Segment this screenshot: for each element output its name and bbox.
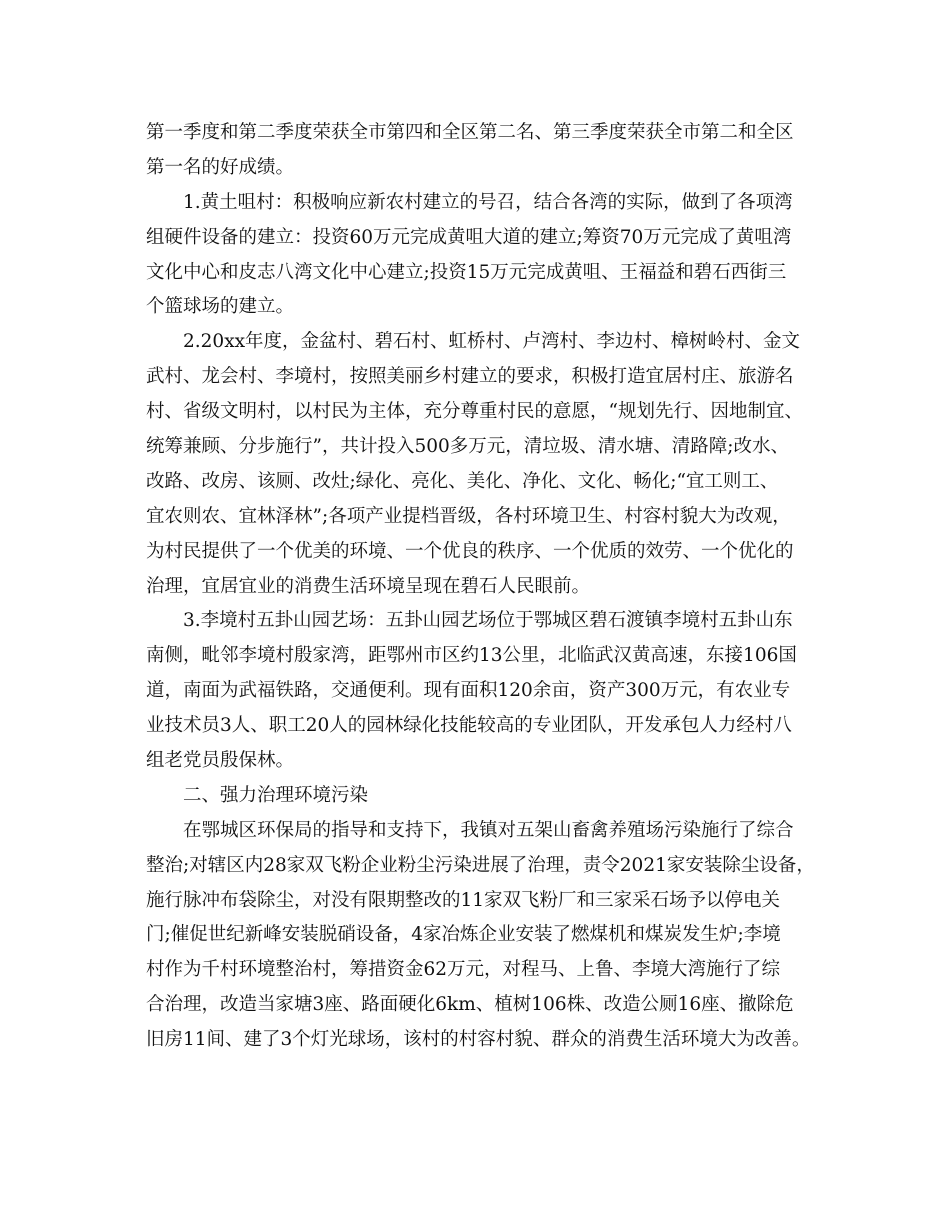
text-line: 合治理，改造当家塘3座、路面硬化6km、植树106株、改造公厕16座、撤除危 <box>146 994 794 1016</box>
text-line: 施行脉冲布袋除尘，对没有限期整改的11家双飞粉厂和三家采石场予以停电关 <box>146 889 781 911</box>
text-line: 武村、龙会村、李境村，按照美丽乡村建立的要求，积极打造宜居村庄、旅游名 <box>146 366 794 388</box>
text-line: 2.20xx年度，金盆村、碧石村、虹桥村、卢湾村、李边村、樟树岭村、金文 <box>183 331 801 353</box>
text-line: 1.黄土咀村：积极响应新农村建立的号召，结合各湾的实际，做到了各项湾 <box>183 191 793 213</box>
text-line: 治理，宜居宜业的消费生活环境呈现在碧石人民眼前。 <box>146 575 591 597</box>
text-line: 组老党员殷保林。 <box>146 750 295 772</box>
text-line: 门;催促世纪新峰安装脱硝设备，4家冶炼企业安装了燃煤机和煤炭发生炉;李境 <box>146 924 781 946</box>
text-line: 3.李境村五卦山园艺场：五卦山园艺场位于鄂城区碧石渡镇李境村五卦山东 <box>183 610 793 632</box>
text-line: 文化中心和皮志八湾文化中心建立;投资15万元完成黄咀、王福益和碧石西街三 <box>146 261 787 283</box>
text-line: 个篮球场的建立。 <box>146 296 295 318</box>
text-line: 组硬件设备的建立：投资60万元完成黄咀大道的建立;筹资70万元完成了黄咀湾 <box>146 226 792 248</box>
text-line: 宜农则农、宜林泽林”;各项产业提档晋级，各村环境卫生、村容村貌大为改观， <box>146 505 791 527</box>
section-heading: 二、强力治理环境污染 <box>183 784 369 806</box>
text-line: 村作为千村环境整治村，筹措资金62万元，对程马、上鲁、李境大湾施行了综 <box>146 959 781 981</box>
text-line: 统筹兼顾、分步施行”，共计投入500多万元，清垃圾、清水塘、清路障;改水、 <box>146 436 790 458</box>
text-line: 第一名的好成绩。 <box>146 156 295 178</box>
text-line: 村、省级文明村，以村民为主体，充分尊重村民的意愿，“规划先行、因地制宜、 <box>146 401 803 423</box>
text-line: 业技术员3人、职工20人的园林绿化技能较高的专业团队，开发承包人力经村八 <box>146 715 792 737</box>
text-line: 第一季度和第二季度荣获全市第四和全区第二名、第三季度荣获全市第二和全区 <box>146 122 794 143</box>
text-line: 道，南面为武福铁路，交通便利。现有面积120余亩，资产300万元，有农业专 <box>146 680 791 702</box>
text-line: 在鄂城区环保局的指导和支持下，我镇对五架山畜禽养殖场污染施行了综合 <box>183 819 794 841</box>
text-line: 改路、改房、该厕、改灶;绿化、亮化、美化、净化、文化、畅化;“宜工则工、 <box>146 470 779 492</box>
text-line: 整治;对辖区内28家双飞粉企业粉尘污染进展了治理，责令2021家安装除尘设备， <box>146 854 815 876</box>
document-body <box>146 116 826 1058</box>
text-line: 南侧，毗邻李境村殷家湾，距鄂州市区约13公里，北临武汉黄高速，东接106国 <box>146 645 797 667</box>
text-line: 为村民提供了一个优美的环境、一个优良的秩序、一个优质的效劳、一个优化的 <box>146 540 794 562</box>
text-line: 旧房11间、建了3个灯光球场，该村的村容村貌、群众的消费生活环境大为改善。 <box>146 1029 811 1051</box>
